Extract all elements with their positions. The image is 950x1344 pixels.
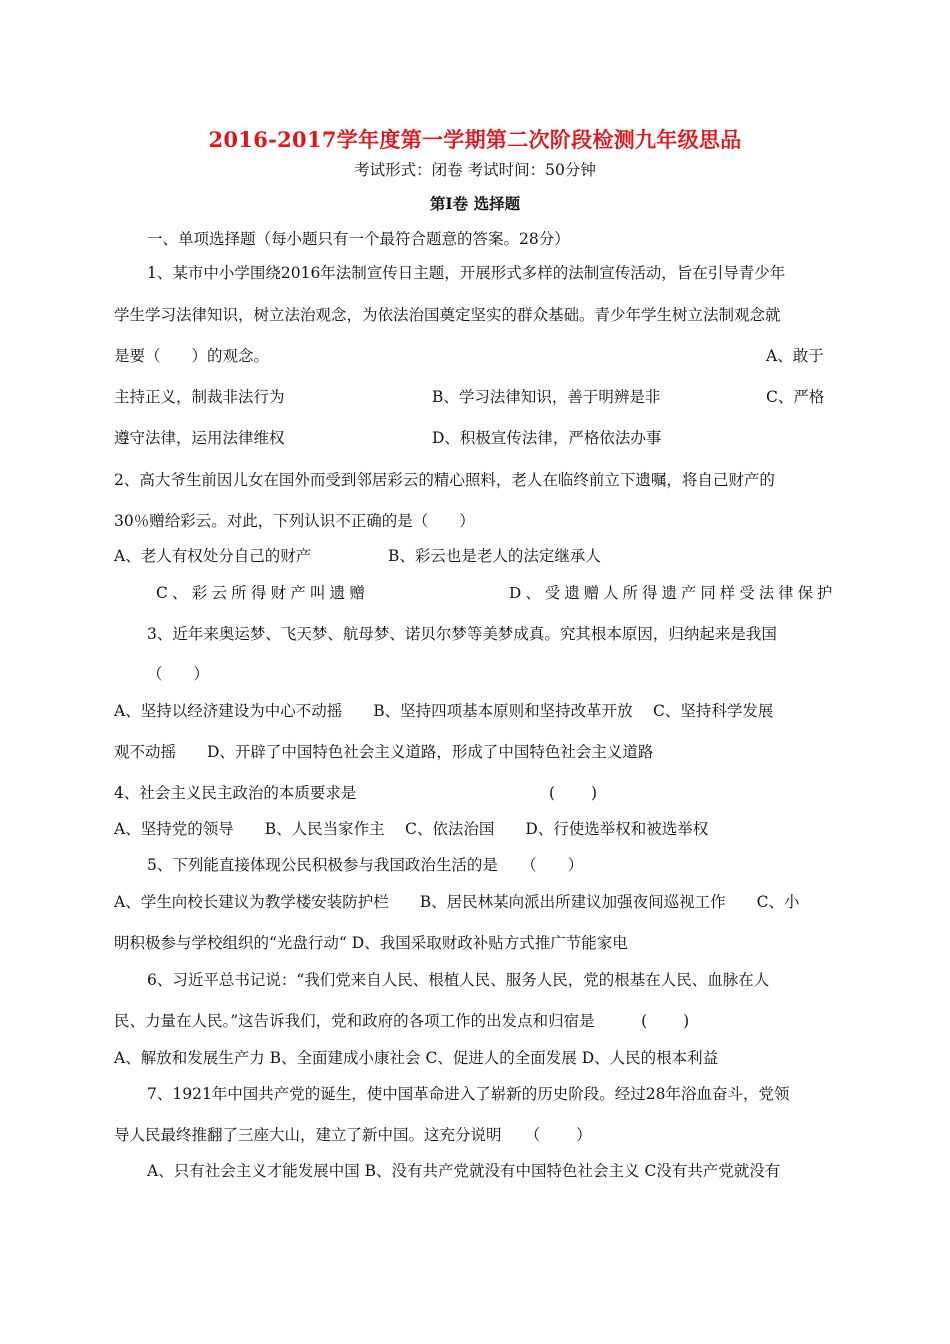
q2-option-a: A、老人有权处分自己的财产 — [114, 547, 312, 565]
q6-stem-line2: 民、力量在人民。”这告诉我们，党和政府的各项工作的出发点和归宿是 ( ) — [114, 1012, 690, 1030]
q3-options-line1: A、坚持以经济建设为中心不动摇 B、坚持四项基本原则和坚持改革开放 C、坚持科学发展 — [114, 702, 774, 720]
q2-option-b: B、彩云也是老人的法定继承人 — [388, 547, 601, 565]
q3-options-line2: 观不动摇 D、开辟了中国特色社会主义道路，形成了中国特色社会主义道路 — [114, 743, 654, 761]
q4-answer-blank: ( ) — [549, 784, 598, 802]
q1-stem-line3: 是要（ ）的观念。 — [114, 347, 270, 365]
part-heading: 一、单项选择题（每小题只有一个最符合题意的答案。28分） — [147, 230, 570, 248]
q1-option-d: D、积极宣传法律，严格依法办事 — [432, 429, 662, 447]
q1-option-a-start: A、敢于 — [766, 347, 824, 365]
q3-stem-line1: 3、近年来奥运梦、飞天梦、航母梦、诺贝尔梦等美梦成真。究其根本原因，归纳起来是我国 — [147, 625, 777, 643]
q1-option-c-start: C、严格 — [766, 388, 825, 406]
exam-subtitle: 考试形式：闭卷 考试时间：50分钟 — [354, 161, 596, 179]
q7-stem-line2: 导人民最终推翻了三座大山，建立了新中国。这充分说明 （ ） — [114, 1126, 592, 1144]
q1-option-c-end: 遵守法律，运用法律维权 — [114, 429, 285, 447]
q6-stem-line1: 6、习近平总书记说：“我们党来自人民、根植人民、服务人民，党的根基在人民、血脉在人 — [147, 971, 770, 989]
q6-options: A、解放和发展生产力 B、全面建成小康社会 C、促进人的全面发展 D、人民的根本利益 — [114, 1049, 719, 1067]
q1-option-a-end: 主持正义，制裁非法行为 — [114, 388, 285, 406]
q4-options: A、坚持党的领导 B、人民当家作主 C、依法治国 D、行使选举权和被选举权 — [114, 820, 709, 838]
section-heading: 第Ⅰ卷 选择题 — [429, 194, 521, 213]
q7-stem-line1: 7、1921年中国共产党的诞生，使中国革命进入了崭新的历史阶段。经过28年浴血奋斗，党领 — [147, 1085, 790, 1103]
exam-title: 2016-2017学年度第一学期第二次阶段检测九年级思品 — [208, 127, 742, 152]
q2-stem-line1: 2、高大爷生前因儿女在国外而受到邻居彩云的精心照料，老人在临终前立下遗嘱，将自己财产的 — [114, 471, 775, 489]
q3-stem-line2: （ ） — [147, 665, 210, 683]
q4-stem: 4、社会主义民主政治的本质要求是 — [114, 784, 357, 802]
q1-stem-line1: 1、某市中小学围绕2016年法制宣传日主题，开展形式多样的法制宣传活动，旨在引导青少年 — [147, 264, 786, 282]
q5-options-line1: A、学生向校长建议为教学楼安装防护栏 B、居民林某向派出所建议加强夜间巡视工作 C、小 — [114, 893, 800, 911]
q1-stem-line2: 学生学习法律知识，树立法治观念，为依法治国奠定坚实的群众基础。青少年学生树立法制观念就 — [114, 306, 781, 324]
q2-option-c: C、彩云所得财产叫遗赠 — [156, 584, 370, 602]
q5-stem: 5、下列能直接体现公民积极参与我国政治生活的是 （ ） — [147, 856, 584, 874]
q5-options-line2: 明积极参与学校组织的“光盘行动“ D、我国采取财政补贴方式推广节能家电 — [114, 934, 628, 952]
q2-stem-line2: 30％赠给彩云。对此，下列认识不正确的是（ ） — [114, 512, 475, 530]
q2-option-d: D、受遗赠人所得遗产同样受法律保护 — [509, 584, 837, 602]
q7-options: A、只有社会主义才能发展中国 B、没有共产党就没有中国特色社会主义 C没有共产党就没有 — [147, 1162, 781, 1180]
q1-option-b: B、学习法律知识，善于明辨是非 — [432, 388, 661, 406]
